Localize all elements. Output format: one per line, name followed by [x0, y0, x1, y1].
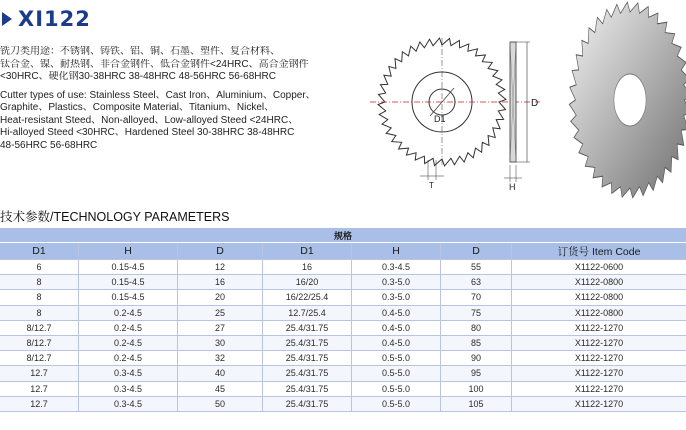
- tooth-label: T: [429, 181, 434, 190]
- table-cell: 40: [178, 366, 263, 381]
- table-cell: 16/20: [263, 275, 352, 290]
- thickness-label: H: [509, 182, 516, 192]
- table-cell: 0.15-4.5: [79, 290, 178, 305]
- table-cell: 16/22/25.4: [263, 290, 352, 305]
- table-cell: X1122-0800: [512, 305, 686, 320]
- table-cell: 0.5-5.0: [352, 366, 441, 381]
- table-cell: 16: [178, 275, 263, 290]
- col-header: H: [79, 243, 178, 260]
- table-cell: X1122-0800: [512, 290, 686, 305]
- spec-group-header: 规格: [0, 228, 686, 243]
- table-row: [0, 305, 686, 320]
- en-line: Cutter types of use: Stainless Steel、Cast Iron、Aluminium、Copper、: [0, 89, 316, 101]
- table-cell: 25.4/31.75: [263, 381, 352, 396]
- table-cell: 75: [441, 305, 512, 320]
- table-row: [0, 396, 686, 411]
- table-cell: 25: [178, 305, 263, 320]
- table-cell: 80: [441, 320, 512, 335]
- table-cell: 0.3-5.0: [352, 275, 441, 290]
- table-cell: 105: [441, 396, 512, 411]
- table-cell: 0.2-4.5: [79, 320, 178, 335]
- table-cell: 0.3-5.0: [352, 290, 441, 305]
- table-cell: 90: [441, 351, 512, 366]
- table-cell: 32: [178, 351, 263, 366]
- photo-bore-hole: [614, 74, 646, 126]
- table-cell: 12.7: [0, 366, 79, 381]
- cn-line: 铣刀类用途：不锈钢、铸铁、铝、铜、石墨、塑件、复合材料、: [0, 46, 280, 57]
- table-cell: X1122-0800: [512, 275, 686, 290]
- table-cell: 25.4/31.75: [263, 396, 352, 411]
- table-cell: 0.2-4.5: [79, 305, 178, 320]
- saw-blade-photo: [552, 0, 686, 205]
- table-cell: 85: [441, 335, 512, 350]
- en-line: 48-56HRC 56-68HRC: [0, 139, 98, 151]
- table-row: [0, 320, 686, 335]
- en-line: Heat-resistant Steed、Non-alloyed、Low-alloyed Steed <24HRC、: [0, 114, 299, 126]
- table-cell: X1122-1270: [512, 320, 686, 335]
- table-row: [0, 351, 686, 366]
- table-cell: 27: [178, 320, 263, 335]
- table-cell: 63: [441, 275, 512, 290]
- table-cell: 8/12.7: [0, 351, 79, 366]
- table-row: [0, 366, 686, 381]
- table-cell: 0.2-4.5: [79, 351, 178, 366]
- table-cell: 12.7/25.4: [263, 305, 352, 320]
- table-cell: 0.5-5.0: [352, 351, 441, 366]
- table-cell: 0.3-4.5: [79, 366, 178, 381]
- table-cell: 95: [441, 366, 512, 381]
- col-header: D: [441, 243, 512, 260]
- column-header-row: [0, 243, 686, 260]
- table-cell: 0.4-5.0: [352, 335, 441, 350]
- table-cell: 45: [178, 381, 263, 396]
- table-cell: 6: [0, 260, 79, 275]
- col-header: D1: [0, 243, 79, 260]
- table-cell: 25.4/31.75: [263, 366, 352, 381]
- table-cell: 8: [0, 305, 79, 320]
- table-cell: 0.4-5.0: [352, 320, 441, 335]
- table-cell: 70: [441, 290, 512, 305]
- table-cell: 0.4-5.0: [352, 305, 441, 320]
- saw-blade-drawing: [370, 30, 550, 195]
- table-cell: 8/12.7: [0, 320, 79, 335]
- table-row: [0, 260, 686, 275]
- table-cell: 0.5-5.0: [352, 381, 441, 396]
- table-cell: 0.3-4.5: [79, 381, 178, 396]
- table-cell: 25.4/31.75: [263, 335, 352, 350]
- cn-line: 钛合金、镍、耐热钢、非合金钢件、低合金钢件<24HRC、高合金钢件: [0, 58, 309, 70]
- table-cell: 20: [178, 290, 263, 305]
- table-cell: X1122-1270: [512, 396, 686, 411]
- product-header: [2, 6, 91, 32]
- table-cell: 0.5-5.0: [352, 396, 441, 411]
- table-cell: X1122-1270: [512, 381, 686, 396]
- table-cell: 50: [178, 396, 263, 411]
- table-cell: 25.4/31.75: [263, 320, 352, 335]
- table-row: [0, 275, 686, 290]
- col-header: D: [178, 243, 263, 260]
- specification-table: [0, 228, 686, 412]
- table-cell: 25.4/31.75: [263, 351, 352, 366]
- table-cell: X1122-1270: [512, 335, 686, 350]
- table-cell: 12.7: [0, 396, 79, 411]
- table-cell: 0.3-4.5: [79, 396, 178, 411]
- col-header: D1: [263, 243, 352, 260]
- bore-label: D1: [434, 114, 446, 124]
- en-line: Graphite、Plastics、Composite Material、Titanium、Nickel、: [0, 102, 275, 113]
- table-cell: 0.15-4.5: [79, 260, 178, 275]
- table-cell: X1122-1270: [512, 351, 686, 366]
- table-cell: 12.7: [0, 381, 79, 396]
- diameter-label: D: [531, 98, 539, 109]
- table-cell: 55: [441, 260, 512, 275]
- table-cell: 0.15-4.5: [79, 275, 178, 290]
- table-cell: 0.2-4.5: [79, 335, 178, 350]
- product-code: XI122: [18, 7, 91, 31]
- table-row: [0, 335, 686, 350]
- table-cell: 30: [178, 335, 263, 350]
- triangle-bullet-icon: [2, 12, 12, 26]
- table-cell: 16: [263, 260, 352, 275]
- cn-line: <30HRC、硬化钢30-38HRC 38-48HRC 48-56HRC 56-68HRC: [0, 71, 276, 82]
- col-header: H: [352, 243, 441, 260]
- table-cell: 12: [178, 260, 263, 275]
- table-cell: 0.3-4.5: [352, 260, 441, 275]
- table-row: [0, 290, 686, 305]
- table-cell: X1122-1270: [512, 366, 686, 381]
- table-cell: 8: [0, 290, 79, 305]
- table-row: [0, 381, 686, 396]
- en-line: Hi-alloyed Steed <30HRC、Hardened Steel 30-38HRC 38-48HRC: [0, 127, 295, 138]
- parameters-title: 技术参数/TECHNOLOGY PARAMETERS: [0, 210, 230, 224]
- table-cell: X1122-0600: [512, 260, 686, 275]
- usage-description: [0, 46, 350, 152]
- table-cell: 8: [0, 275, 79, 290]
- table-cell: 8/12.7: [0, 335, 79, 350]
- col-header: 订货号 Item Code: [512, 243, 686, 260]
- table-cell: 100: [441, 381, 512, 396]
